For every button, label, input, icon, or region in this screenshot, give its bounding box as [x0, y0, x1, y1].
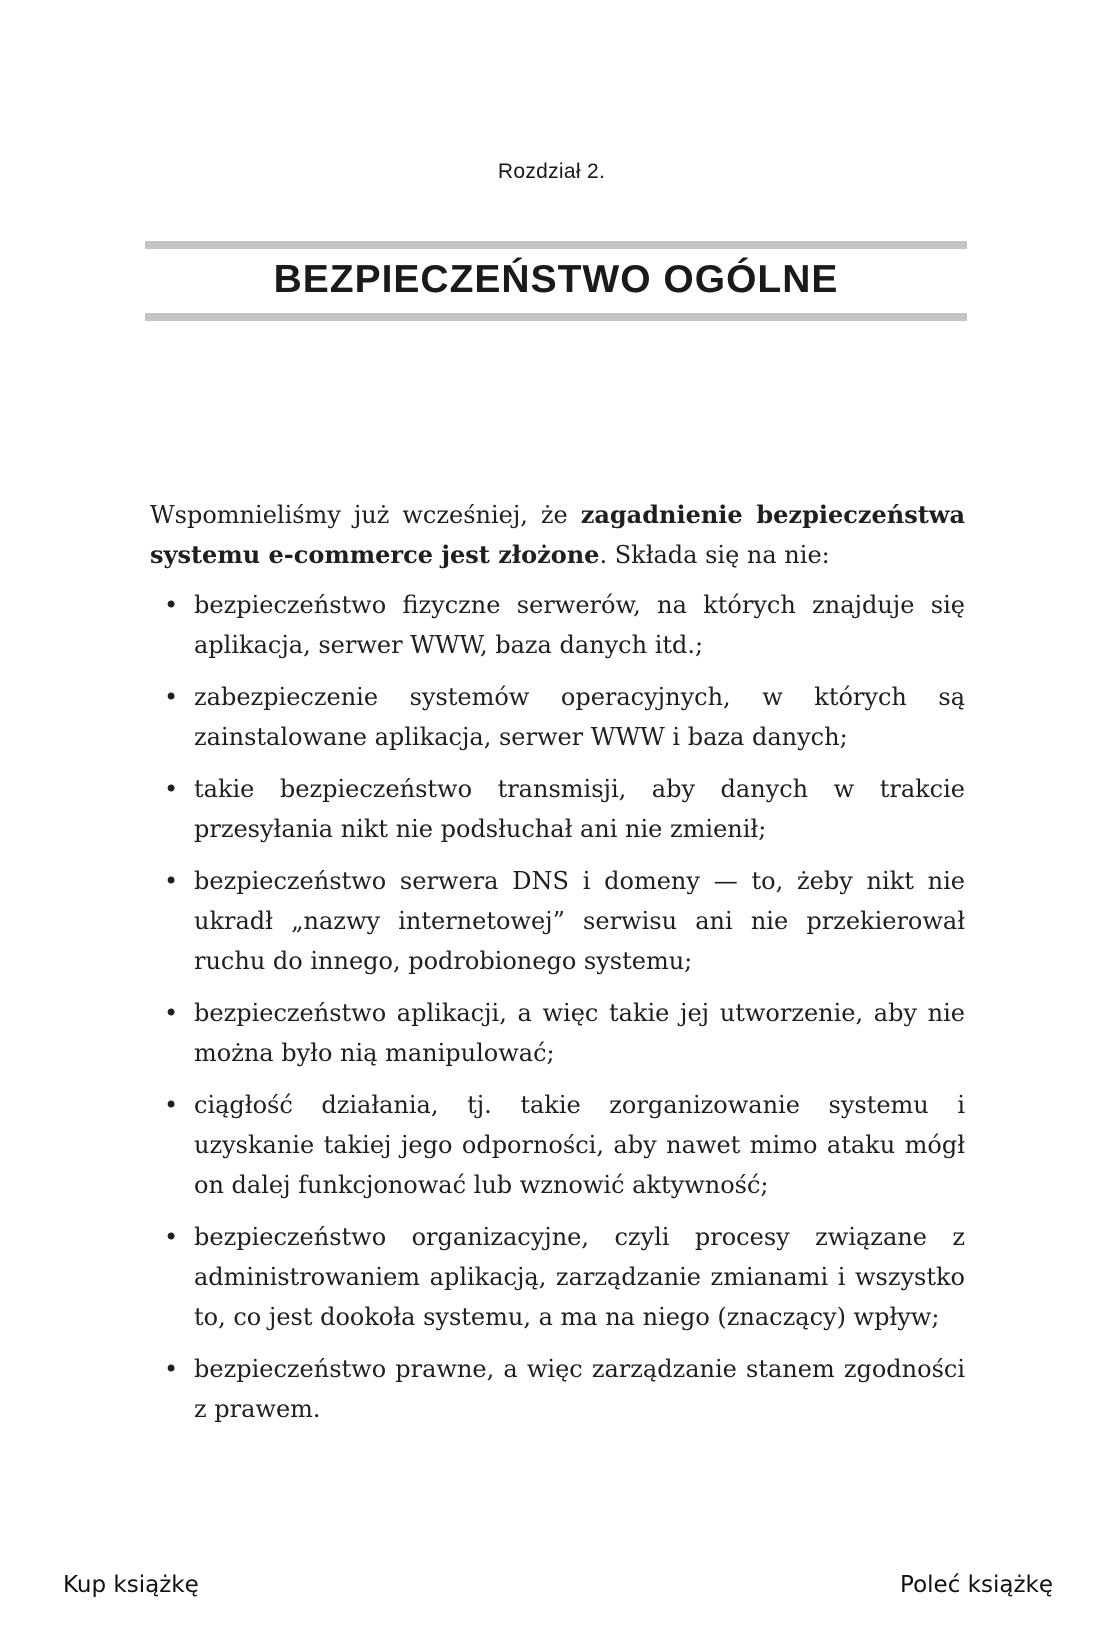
bullet-icon: •	[164, 1355, 179, 1383]
bullet-icon: •	[164, 591, 179, 619]
intro-text-end: . Składa się na nie:	[599, 541, 830, 569]
list-item-text: bezpieczeństwo organizacyjne, czyli procesy związane z administrowaniem aplikacją, zarządzanie zmianami i wszystko to, co jest dookoła systemu, a ma na niego (znaczący) wpływ;	[194, 1223, 965, 1331]
bullet-icon: •	[164, 999, 179, 1027]
bullet-icon: •	[164, 867, 179, 895]
bullet-icon: •	[164, 1091, 179, 1119]
list-item-text: ciągłość działania, tj. takie zorganizowanie systemu i uzyskanie takiej jego odporności, aby nawet mimo ataku mógł on dalej funkcjonować lub wznowić aktywność;	[194, 1091, 965, 1199]
list-item	[150, 1085, 965, 1205]
bullet-icon: •	[164, 683, 179, 711]
bullet-list	[150, 585, 965, 1429]
list-item	[150, 1217, 965, 1337]
list-item-text: bezpieczeństwo prawne, a więc zarządzanie stanem zgodności z prawem.	[194, 1355, 965, 1423]
bullet-icon: •	[164, 775, 179, 803]
list-item-text: bezpieczeństwo aplikacji, a więc takie jej utworzenie, aby nie można było nią manipulować;	[194, 999, 965, 1067]
intro-bold-phrase: zagadnienie bezpieczeństwa systemu e-commerce jest złożone	[150, 500, 965, 569]
list-item	[150, 861, 965, 981]
body-text	[150, 495, 965, 1441]
bullet-icon: •	[164, 1223, 179, 1251]
chapter-title: BEZPIECZEŃSTWO OGÓLNE	[273, 258, 839, 301]
list-item	[150, 769, 965, 849]
list-item	[150, 1349, 965, 1429]
intro-text-start: Wspomnieliśmy już wcześniej, że	[150, 501, 581, 529]
recommend-book-link[interactable]: Poleć książkę	[900, 1572, 1053, 1598]
title-rule-top	[145, 241, 967, 249]
title-rule-bottom	[145, 313, 967, 321]
list-item	[150, 993, 965, 1073]
list-item	[150, 585, 965, 665]
list-item	[150, 677, 965, 757]
list-item-text: bezpieczeństwo serwera DNS i domeny — to, żeby nikt nie ukradł „nazwy internetowej” serwisu ani nie przekierował ruchu do innego, podrobionego systemu;	[194, 867, 965, 975]
list-item-text: takie bezpieczeństwo transmisji, aby danych w trakcie przesyłania nikt nie podsłuchał ani nie zmienił;	[194, 775, 965, 843]
list-item-text: zabezpieczenie systemów operacyjnych, w których są zainstalowane aplikacja, serwer WWW i baza danych;	[194, 683, 965, 751]
chapter-label: Rozdział 2.	[497, 160, 606, 183]
buy-book-link[interactable]: Kup książkę	[63, 1572, 199, 1598]
list-item-text: bezpieczeństwo fizyczne serwerów, na których znajduje się aplikacja, serwer WWW, baza danych itd.;	[194, 591, 965, 659]
intro-paragraph	[150, 495, 965, 575]
